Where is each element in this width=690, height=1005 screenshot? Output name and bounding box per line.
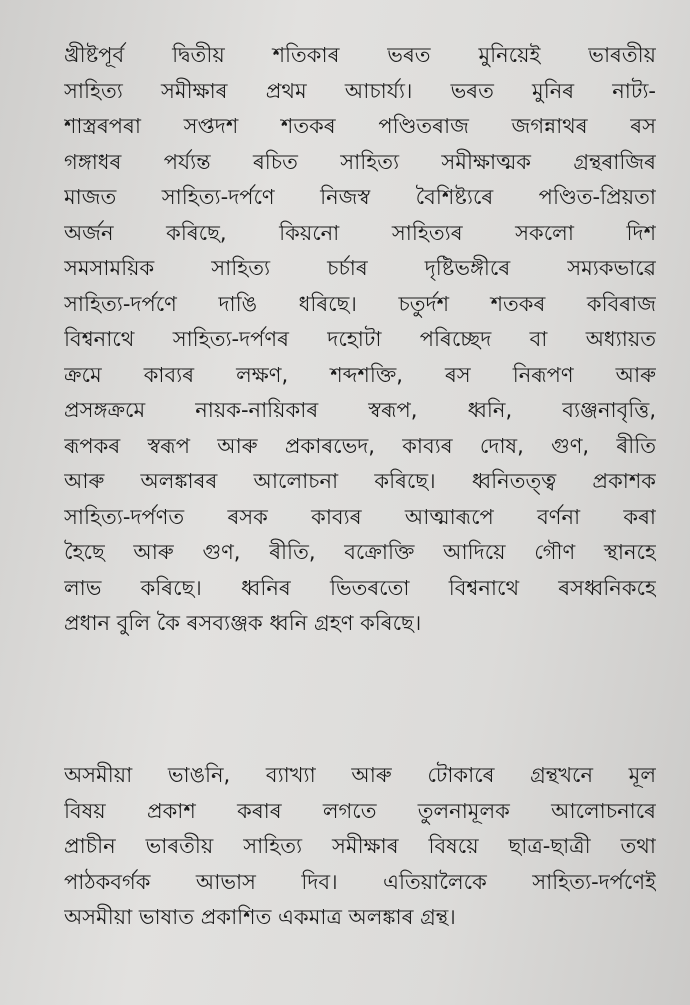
text-line: গঙ্গাধৰ পৰ্য্যন্ত ৰচিত সাহিত্য সমীক্ষাত্মক গ্ৰন্থৰাজিৰ xyxy=(64,149,656,174)
text-line: অসমীয়া ভাঙনি, ব্যাখ্যা আৰু টোকাৰে গ্ৰন্থখনে মূল xyxy=(64,763,656,787)
text-line: সাহিত্য সমীক্ষাৰ প্ৰথম আচাৰ্য্য। ভৰত মুনিৰ নাট্য- xyxy=(64,78,656,103)
text-line: বিশ্বনাথে সাহিত্য-দৰ্পণৰ দহোটা পৰিচ্ছেদ বা অধ্যায়ত xyxy=(64,327,656,351)
text-line: অসমীয়া ভাষাত প্ৰকাশিত একমাত্ৰ অলঙ্কাৰ গ্ৰন্থ। xyxy=(64,905,456,929)
text-line: সাহিত্য-দৰ্পণত ৰসক কাব্যৰ আত্মাৰূপে বৰ্ণনা কৰা xyxy=(64,504,656,529)
text-line: ক্ৰমে কাব্যৰ লক্ষণ, শব্দশক্তি, ৰস নিৰূপণ আৰু xyxy=(64,362,656,387)
text-line: প্ৰাচীন ভাৰতীয় সাহিত্য সমীক্ষাৰ বিষয়ে ছাত্ৰ-ছাত্ৰী তথা xyxy=(64,834,656,858)
text-line: প্ৰধান বুলি কৈ ৰসব্যঞ্জক ধ্বনি গ্ৰহণ কৰিছে। xyxy=(64,611,422,635)
text-line: সমসাময়িক সাহিত্য চৰ্চাৰ দৃষ্টিভঙ্গীৰে সম্যকভাৱে xyxy=(64,256,656,280)
text-line: মাজত সাহিত্য-দৰ্পণে নিজস্ব বৈশিষ্ট্যৰে পণ্ডিত-প্ৰিয়তা xyxy=(64,185,656,209)
text-line: প্ৰসঙ্গক্ৰমে নায়ক-নায়িকাৰ স্বৰূপ, ধ্বনি, ব্যঞ্জনাবৃত্তি, xyxy=(64,398,656,422)
text-line: আৰু অলঙ্কাৰৰ আলোচনা কৰিছে। ধ্বনিতত্ত্ব প্ৰকাশক xyxy=(64,469,656,493)
text-line: সাহিত্য-দৰ্পণে দাঙি ধৰিছে। চতুৰ্দশ শতকৰ কবিৰাজ xyxy=(64,291,656,316)
text-line: পাঠকবৰ্গক আভাস দিব। এতিয়ালৈকে সাহিত্য-দৰ্পণেই xyxy=(64,869,656,894)
text-line: ৰূপকৰ স্বৰূপ আৰু প্ৰকাৰভেদ, কাব্যৰ দোষ, গুণ, ৰীতি xyxy=(64,433,656,458)
paragraph-translation-note xyxy=(64,758,656,936)
paragraph-intro xyxy=(64,38,656,642)
text-line: হৈছে আৰু গুণ, ৰীতি, বক্ৰোক্তি আদিয়ে গৌণ স্থানহে xyxy=(64,540,656,564)
text-line: লাভ কৰিছে। ধ্বনিৰ ভিতৰতো বিশ্বনাথে ৰসধ্বনিকহে xyxy=(64,575,656,600)
text-line: খ্ৰীষ্টপূৰ্ব দ্বিতীয় শতিকাৰ ভৰত মুনিয়েই ভাৰতীয় xyxy=(64,43,656,67)
text-line: অৰ্জন কৰিছে, কিয়নো সাহিত্যৰ সকলো দিশ xyxy=(64,220,656,245)
text-line: শাস্ত্ৰৰপৰা সপ্তদশ শতকৰ পণ্ডিতৰাজ জগন্নাথৰ ৰস xyxy=(64,114,656,138)
text-line: বিষয় প্ৰকাশ কৰাৰ লগতে তুলনামূলক আলোচনাৰে xyxy=(64,798,656,823)
